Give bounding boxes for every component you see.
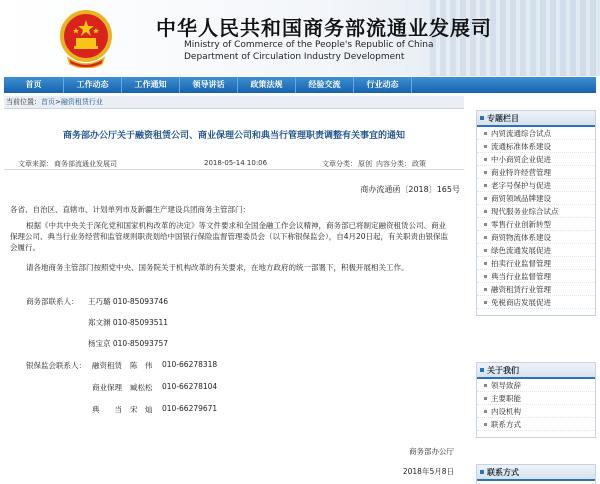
nav-item-leader-speeches[interactable]: 领导讲话 [180, 77, 238, 93]
paragraph-2: 请各地商务主管部门按照党中央、国务院关于机构改革的有关要求，在地方政府的统一部署下，积极开展相关工作。 [26, 263, 409, 272]
topic-item[interactable]: 中小商贸企业促进 [477, 153, 595, 166]
cbirc-contact-3-name: 宋 灿 [130, 405, 153, 414]
nav-item-experience[interactable]: 经验交流 [296, 77, 354, 93]
topic-item[interactable]: 零售行业创新转型 [477, 218, 595, 231]
cbirc-contact-2-area: 商业保理 [92, 383, 122, 392]
national-emblem-icon [58, 8, 114, 68]
nav-item-industry-news[interactable]: 行业动态 [354, 77, 412, 93]
article [4, 110, 464, 484]
nav-item-work-news[interactable]: 工作动态 [64, 77, 122, 93]
cbirc-contact-1-area: 融资租赁 [92, 361, 122, 370]
content-type-value: 政策 [412, 160, 426, 168]
nav-item-work-notices[interactable]: 工作通知 [122, 77, 180, 93]
salutation: 各省、自治区、直辖市、计划单列市及新疆生产建设兵团商务主管部门： [10, 205, 250, 214]
cbirc-contacts-label: 银保监会联系人： [26, 361, 86, 370]
mofcom-contacts-label: 商务部联系人： [26, 297, 79, 306]
breadcrumb-home[interactable]: 首页 [41, 98, 55, 106]
nav-item-policies[interactable]: 政策法规 [238, 77, 296, 93]
source-label: 文章来源： [18, 160, 53, 168]
about-item[interactable]: 领导致辞 [477, 379, 595, 392]
about-item[interactable]: 联系方式 [477, 418, 595, 431]
topic-item[interactable]: 绿色流通发展促进 [477, 244, 595, 257]
cbirc-contact-3-area: 典 当 [92, 405, 122, 414]
topic-item[interactable]: 典当行业监督管理 [477, 270, 595, 283]
source-value: 商务部流通业发展司 [54, 160, 117, 168]
cbirc-contact-1-phone: 010-66278318 [162, 360, 218, 369]
category-value: 原创 [358, 160, 372, 168]
topics-panel [476, 110, 596, 316]
about-item[interactable]: 内设机构 [477, 405, 595, 418]
signature-date: 2018年5月8日 [402, 467, 454, 476]
topic-item[interactable]: 免税商店发展促进 [477, 296, 595, 309]
contact-panel [476, 464, 596, 484]
site-header [0, 0, 600, 76]
article-meta [4, 158, 464, 170]
category-label: 文章分类： [322, 160, 357, 168]
cbirc-contact-2-phone: 010-66278104 [162, 382, 218, 391]
about-title: 关于我们 [477, 363, 595, 379]
contact-title: 联系方式 [477, 465, 595, 481]
topic-item[interactable]: 商贸物流体系建设 [477, 231, 595, 244]
site-title-cn: 中华人民共和国商务部流通业发展司 [156, 16, 492, 40]
nav-filler [412, 77, 596, 93]
topic-item[interactable]: 老字号保护与促进 [477, 179, 595, 192]
sidebar [476, 104, 596, 484]
mofcom-contact-2: 郑文渊 010-85093511 [88, 318, 169, 327]
topic-item[interactable]: 商业特许经营管理 [477, 166, 595, 179]
mofcom-contact-3: 杨宝京 010-85093757 [88, 339, 169, 348]
topic-item[interactable]: 内贸流通综合试点 [477, 127, 595, 140]
breadcrumb-section[interactable]: 融资租赁行业 [60, 98, 103, 106]
breadcrumb-prefix: 当前位置： [6, 98, 41, 106]
cbirc-contact-3-phone: 010-66279671 [162, 404, 218, 413]
breadcrumb-separator: > [55, 98, 61, 106]
content-type-label: 内容分类： [376, 160, 411, 168]
site-title-en-line2: Department of Circulation Industry Development [184, 52, 405, 62]
main-nav [4, 77, 596, 93]
mofcom-contact-1: 王巧璐 010-85093746 [88, 297, 169, 306]
signature: 商务部办公厅 [409, 447, 454, 456]
topics-title: 专题栏目 [477, 111, 595, 127]
site-title-en-line1: Ministry of Commerce of the People's Republic of China [184, 40, 434, 50]
breadcrumb [4, 96, 464, 109]
cbirc-contact-1-name: 陈 伟 [130, 361, 153, 370]
topic-item[interactable]: 商贸领域品牌建设 [477, 192, 595, 205]
topic-item[interactable]: 流通标准体系建设 [477, 140, 595, 153]
topic-item[interactable]: 现代服务业综合试点 [477, 205, 595, 218]
publish-date: 2018-05-14 10:06 [204, 159, 268, 167]
cbirc-contact-2-name: 臧松松 [130, 383, 153, 392]
topic-item[interactable]: 融资租赁行业管理 [477, 283, 595, 296]
about-item[interactable]: 主要职能 [477, 392, 595, 405]
nav-item-home[interactable]: 首页 [4, 77, 64, 93]
about-panel [476, 362, 596, 438]
paragraph-1: 根据《中共中央关于深化党和国家机构改革的决定》等文件要求和全国金融工作会议精神，商务部已将制定融资租赁公司、商业保理公司、典当行业务经营和监管规则职责划给中国银行保险监督管理委员会（以下称银保监会），自4月20日起，有关职责由银保监会履行。 [10, 221, 449, 252]
topic-item[interactable]: 拍卖行业监督管理 [477, 257, 595, 270]
article-title: 商务部办公厅关于融资租赁公司、商业保理公司和典当行管理职责调整有关事宜的通知 [62, 131, 405, 141]
document-number: 商办流通函〔2018〕165号 [360, 185, 460, 194]
